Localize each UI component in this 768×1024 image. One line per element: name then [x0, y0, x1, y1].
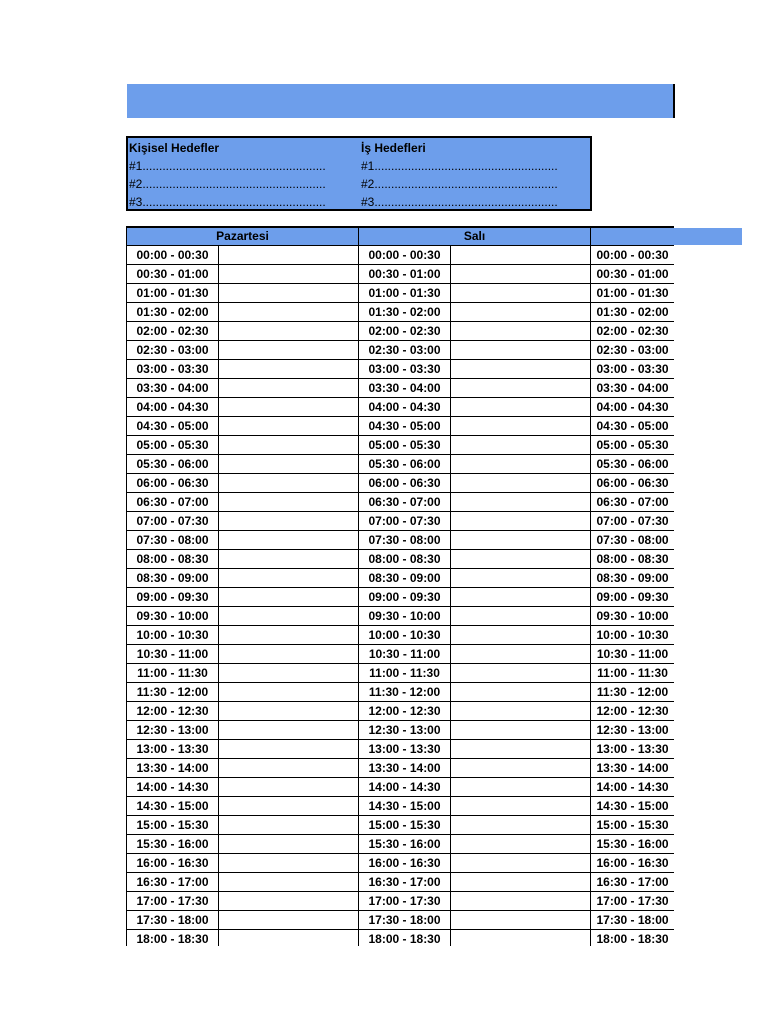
time-slot-row: [127, 246, 675, 265]
time-slot-label: 06:00 - 06:30: [359, 474, 451, 493]
time-slot-row: [127, 664, 675, 683]
time-slot-note-cell[interactable]: [451, 664, 591, 683]
time-slot-row: [127, 683, 675, 702]
time-slot-label: 13:30 - 14:00: [591, 759, 674, 778]
time-slot-note-cell[interactable]: [219, 873, 359, 892]
time-slot-label: 02:30 - 03:00: [591, 341, 674, 360]
time-slot-label: 06:00 - 06:30: [591, 474, 674, 493]
time-slot-row: [127, 436, 675, 455]
time-slot-note-cell[interactable]: [451, 265, 591, 284]
time-slot-label: 11:00 - 11:30: [591, 664, 674, 683]
time-slot-note-cell[interactable]: [451, 778, 591, 797]
time-slot-row: [127, 702, 675, 721]
time-slot-label: 07:30 - 08:00: [127, 531, 219, 550]
time-slot-note-cell[interactable]: [219, 645, 359, 664]
time-slot-label: 17:30 - 18:00: [127, 911, 219, 930]
time-slot-note-cell[interactable]: [219, 683, 359, 702]
work-goal-3[interactable]: #3.......................................................: [361, 195, 558, 209]
time-slot-label: 06:00 - 06:30: [127, 474, 219, 493]
schedule-body: [127, 246, 675, 947]
work-goal-1[interactable]: #1.......................................................: [361, 159, 558, 173]
time-slot-label: 08:30 - 09:00: [127, 569, 219, 588]
time-slot-label: 18:00 - 18:30: [591, 930, 674, 947]
time-slot-label: 12:00 - 12:30: [591, 702, 674, 721]
time-slot-label: 11:00 - 11:30: [127, 664, 219, 683]
time-slot-label: 17:30 - 18:00: [591, 911, 674, 930]
time-slot-note-cell[interactable]: [219, 341, 359, 360]
time-slot-label: 00:30 - 01:00: [127, 265, 219, 284]
time-slot-note-cell[interactable]: [219, 436, 359, 455]
time-slot-label: 15:30 - 16:00: [591, 835, 674, 854]
time-slot-note-cell[interactable]: [451, 246, 591, 265]
time-slot-row: [127, 341, 675, 360]
time-slot-note-cell[interactable]: [451, 531, 591, 550]
time-slot-label: 00:00 - 00:30: [359, 246, 451, 265]
time-slot-label: 07:00 - 07:30: [591, 512, 674, 531]
personal-goals-heading: Kişisel Hedefler: [129, 141, 220, 155]
time-slot-note-cell[interactable]: [219, 702, 359, 721]
time-slot-note-cell[interactable]: [219, 740, 359, 759]
time-slot-label: 02:00 - 02:30: [359, 322, 451, 341]
time-slot-note-cell[interactable]: [451, 455, 591, 474]
time-slot-row: [127, 930, 675, 947]
time-slot-label: 04:00 - 04:30: [591, 398, 674, 417]
time-slot-note-cell[interactable]: [219, 778, 359, 797]
time-slot-label: 02:00 - 02:30: [591, 322, 674, 341]
time-slot-row: [127, 417, 675, 436]
work-goals: [361, 139, 558, 211]
time-slot-note-cell[interactable]: [451, 854, 591, 873]
time-slot-label: 04:00 - 04:30: [127, 398, 219, 417]
time-slot-row: [127, 588, 675, 607]
time-slot-label: 17:00 - 17:30: [591, 892, 674, 911]
time-slot-label: 08:00 - 08:30: [591, 550, 674, 569]
time-slot-label: 05:00 - 05:30: [591, 436, 674, 455]
time-slot-row: [127, 303, 675, 322]
time-slot-label: 14:00 - 14:30: [591, 778, 674, 797]
time-slot-label: 10:30 - 11:00: [591, 645, 674, 664]
time-slot-note-cell[interactable]: [451, 341, 591, 360]
time-slot-note-cell[interactable]: [451, 474, 591, 493]
time-slot-label: 00:30 - 01:00: [591, 265, 674, 284]
time-slot-note-cell[interactable]: [451, 569, 591, 588]
time-slot-label: 09:00 - 09:30: [359, 588, 451, 607]
time-slot-row: [127, 911, 675, 930]
time-slot-row: [127, 740, 675, 759]
time-slot-label: 07:00 - 07:30: [127, 512, 219, 531]
time-slot-label: 09:30 - 10:00: [591, 607, 674, 626]
time-slot-note-cell[interactable]: [451, 588, 591, 607]
time-slot-label: 12:00 - 12:30: [359, 702, 451, 721]
time-slot-row: [127, 455, 675, 474]
time-slot-note-cell[interactable]: [219, 854, 359, 873]
time-slot-row: [127, 892, 675, 911]
time-slot-label: 11:30 - 12:00: [127, 683, 219, 702]
time-slot-label: 09:30 - 10:00: [359, 607, 451, 626]
time-slot-row: [127, 778, 675, 797]
time-slot-label: 01:30 - 02:00: [127, 303, 219, 322]
time-slot-note-cell[interactable]: [451, 702, 591, 721]
time-slot-label: 01:30 - 02:00: [359, 303, 451, 322]
time-slot-label: 06:30 - 07:00: [591, 493, 674, 512]
time-slot-label: 17:00 - 17:30: [359, 892, 451, 911]
time-slot-label: 15:00 - 15:30: [127, 816, 219, 835]
time-slot-note-cell[interactable]: [451, 322, 591, 341]
time-slot-label: 10:00 - 10:30: [359, 626, 451, 645]
time-slot-note-cell[interactable]: [219, 360, 359, 379]
time-slot-label: 09:30 - 10:00: [127, 607, 219, 626]
time-slot-note-cell[interactable]: [219, 455, 359, 474]
personal-goal-2[interactable]: #2.......................................................: [129, 177, 326, 191]
time-slot-label: 03:00 - 03:30: [359, 360, 451, 379]
time-slot-note-cell[interactable]: [451, 398, 591, 417]
time-slot-label: 00:00 - 00:30: [591, 246, 674, 265]
time-slot-note-cell[interactable]: [219, 664, 359, 683]
time-slot-note-cell[interactable]: [219, 265, 359, 284]
time-slot-note-cell[interactable]: [219, 797, 359, 816]
time-slot-note-cell[interactable]: [451, 493, 591, 512]
time-slot-label: 10:30 - 11:00: [127, 645, 219, 664]
time-slot-note-cell[interactable]: [219, 607, 359, 626]
time-slot-note-cell[interactable]: [219, 398, 359, 417]
time-slot-note-cell[interactable]: [219, 911, 359, 930]
time-slot-label: 13:00 - 13:30: [359, 740, 451, 759]
time-slot-label: 12:30 - 13:00: [127, 721, 219, 740]
time-slot-row: [127, 284, 675, 303]
schedule-table: [126, 226, 674, 946]
time-slot-note-cell[interactable]: [219, 246, 359, 265]
time-slot-label: 16:30 - 17:00: [127, 873, 219, 892]
time-slot-label: 01:00 - 01:30: [359, 284, 451, 303]
time-slot-label: 07:30 - 08:00: [591, 531, 674, 550]
schedule-grid: [126, 226, 674, 946]
time-slot-note-cell[interactable]: [451, 607, 591, 626]
time-slot-note-cell[interactable]: [451, 930, 591, 947]
time-slot-note-cell[interactable]: [451, 740, 591, 759]
time-slot-row: [127, 816, 675, 835]
day-header-wednesday: [591, 227, 674, 246]
time-slot-note-cell[interactable]: [219, 835, 359, 854]
time-slot-row: [127, 493, 675, 512]
personal-goal-3[interactable]: #3.......................................................: [129, 195, 326, 209]
time-slot-label: 09:00 - 09:30: [591, 588, 674, 607]
time-slot-row: [127, 474, 675, 493]
time-slot-note-cell[interactable]: [219, 816, 359, 835]
time-slot-label: 05:30 - 06:00: [127, 455, 219, 474]
time-slot-note-cell[interactable]: [219, 417, 359, 436]
time-slot-note-cell[interactable]: [219, 721, 359, 740]
time-slot-label: 14:30 - 15:00: [591, 797, 674, 816]
time-slot-label: 12:30 - 13:00: [591, 721, 674, 740]
time-slot-label: 12:00 - 12:30: [127, 702, 219, 721]
time-slot-label: 03:00 - 03:30: [127, 360, 219, 379]
time-slot-note-cell[interactable]: [219, 284, 359, 303]
time-slot-label: 18:00 - 18:30: [359, 930, 451, 947]
time-slot-row: [127, 550, 675, 569]
time-slot-row: [127, 626, 675, 645]
time-slot-note-cell[interactable]: [219, 474, 359, 493]
time-slot-label: 06:30 - 07:00: [359, 493, 451, 512]
time-slot-note-cell[interactable]: [451, 892, 591, 911]
time-slot-note-cell[interactable]: [451, 303, 591, 322]
time-slot-note-cell[interactable]: [451, 626, 591, 645]
time-slot-label: 08:00 - 08:30: [127, 550, 219, 569]
time-slot-note-cell[interactable]: [451, 379, 591, 398]
time-slot-label: 07:00 - 07:30: [359, 512, 451, 531]
day-header-monday: Pazartesi: [127, 227, 359, 246]
time-slot-label: 15:30 - 16:00: [127, 835, 219, 854]
time-slot-row: [127, 322, 675, 341]
time-slot-label: 13:30 - 14:00: [127, 759, 219, 778]
time-slot-label: 15:30 - 16:00: [359, 835, 451, 854]
time-slot-label: 02:30 - 03:00: [127, 341, 219, 360]
time-slot-label: 16:00 - 16:30: [359, 854, 451, 873]
time-slot-label: 10:00 - 10:30: [127, 626, 219, 645]
time-slot-note-cell[interactable]: [451, 645, 591, 664]
time-slot-label: 05:00 - 05:30: [359, 436, 451, 455]
time-slot-label: 17:30 - 18:00: [359, 911, 451, 930]
time-slot-label: 13:00 - 13:30: [591, 740, 674, 759]
personal-goal-1[interactable]: #1.......................................................: [129, 159, 326, 173]
time-slot-note-cell[interactable]: [219, 322, 359, 341]
time-slot-label: 13:30 - 14:00: [359, 759, 451, 778]
time-slot-row: [127, 607, 675, 626]
time-slot-note-cell[interactable]: [451, 683, 591, 702]
time-slot-row: [127, 569, 675, 588]
time-slot-note-cell[interactable]: [451, 512, 591, 531]
time-slot-label: 05:00 - 05:30: [127, 436, 219, 455]
time-slot-label: 12:30 - 13:00: [359, 721, 451, 740]
time-slot-label: 07:30 - 08:00: [359, 531, 451, 550]
time-slot-label: 03:30 - 04:00: [359, 379, 451, 398]
time-slot-row: [127, 797, 675, 816]
time-slot-note-cell[interactable]: [451, 816, 591, 835]
time-slot-label: 08:30 - 09:00: [591, 569, 674, 588]
work-goal-2[interactable]: #2.......................................................: [361, 177, 558, 191]
time-slot-label: 01:30 - 02:00: [591, 303, 674, 322]
time-slot-label: 01:00 - 01:30: [127, 284, 219, 303]
time-slot-label: 16:00 - 16:30: [591, 854, 674, 873]
time-slot-label: 04:30 - 05:00: [359, 417, 451, 436]
time-slot-label: 03:30 - 04:00: [591, 379, 674, 398]
time-slot-label: 03:00 - 03:30: [591, 360, 674, 379]
time-slot-note-cell[interactable]: [219, 550, 359, 569]
time-slot-row: [127, 531, 675, 550]
time-slot-note-cell[interactable]: [219, 493, 359, 512]
day-header-tuesday: Salı: [359, 227, 591, 246]
time-slot-label: 16:00 - 16:30: [127, 854, 219, 873]
time-slot-row: [127, 379, 675, 398]
time-slot-note-cell[interactable]: [451, 284, 591, 303]
time-slot-label: 18:00 - 18:30: [127, 930, 219, 947]
time-slot-label: 09:00 - 09:30: [127, 588, 219, 607]
time-slot-label: 03:30 - 04:00: [127, 379, 219, 398]
time-slot-label: 17:00 - 17:30: [127, 892, 219, 911]
time-slot-label: 11:30 - 12:00: [591, 683, 674, 702]
time-slot-note-cell[interactable]: [451, 721, 591, 740]
time-slot-row: [127, 265, 675, 284]
time-slot-note-cell[interactable]: [451, 797, 591, 816]
time-slot-row: [127, 854, 675, 873]
time-slot-note-cell[interactable]: [219, 569, 359, 588]
time-slot-label: 14:00 - 14:30: [127, 778, 219, 797]
time-slot-label: 11:30 - 12:00: [359, 683, 451, 702]
time-slot-row: [127, 873, 675, 892]
time-slot-note-cell[interactable]: [219, 626, 359, 645]
time-slot-label: 04:00 - 04:30: [359, 398, 451, 417]
time-slot-label: 05:30 - 06:00: [591, 455, 674, 474]
time-slot-row: [127, 721, 675, 740]
time-slot-note-cell[interactable]: [219, 379, 359, 398]
time-slot-label: 14:30 - 15:00: [127, 797, 219, 816]
time-slot-note-cell[interactable]: [451, 911, 591, 930]
time-slot-row: [127, 645, 675, 664]
time-slot-label: 04:30 - 05:00: [127, 417, 219, 436]
time-slot-label: 02:00 - 02:30: [127, 322, 219, 341]
time-slot-label: 00:30 - 01:00: [359, 265, 451, 284]
time-slot-note-cell[interactable]: [219, 588, 359, 607]
day-header-row: [127, 227, 675, 246]
time-slot-note-cell[interactable]: [451, 417, 591, 436]
time-slot-label: 02:30 - 03:00: [359, 341, 451, 360]
goals-box: [126, 136, 592, 211]
time-slot-label: 15:00 - 15:30: [591, 816, 674, 835]
time-slot-note-cell[interactable]: [451, 436, 591, 455]
time-slot-row: [127, 759, 675, 778]
personal-goals: [129, 139, 326, 211]
time-slot-label: 08:30 - 09:00: [359, 569, 451, 588]
time-slot-note-cell[interactable]: [219, 759, 359, 778]
work-goals-heading: İş Hedefleri: [361, 141, 426, 155]
time-slot-note-cell[interactable]: [451, 759, 591, 778]
time-slot-label: 05:30 - 06:00: [359, 455, 451, 474]
time-slot-label: 14:00 - 14:30: [359, 778, 451, 797]
time-slot-note-cell[interactable]: [219, 303, 359, 322]
overflow-header-fill: [674, 228, 742, 245]
time-slot-row: [127, 398, 675, 417]
time-slot-label: 10:30 - 11:00: [359, 645, 451, 664]
time-slot-row: [127, 835, 675, 854]
time-slot-note-cell[interactable]: [451, 835, 591, 854]
time-slot-label: 01:00 - 01:30: [591, 284, 674, 303]
time-slot-label: 16:30 - 17:00: [359, 873, 451, 892]
time-slot-note-cell[interactable]: [219, 531, 359, 550]
time-slot-label: 06:30 - 07:00: [127, 493, 219, 512]
time-slot-note-cell[interactable]: [451, 873, 591, 892]
time-slot-note-cell[interactable]: [451, 360, 591, 379]
planner-title-bar: [127, 84, 675, 118]
time-slot-label: 08:00 - 08:30: [359, 550, 451, 569]
time-slot-label: 11:00 - 11:30: [359, 664, 451, 683]
time-slot-label: 13:00 - 13:30: [127, 740, 219, 759]
time-slot-row: [127, 512, 675, 531]
time-slot-label: 04:30 - 05:00: [591, 417, 674, 436]
time-slot-note-cell[interactable]: [451, 550, 591, 569]
time-slot-note-cell[interactable]: [219, 512, 359, 531]
time-slot-label: 00:00 - 00:30: [127, 246, 219, 265]
time-slot-label: 14:30 - 15:00: [359, 797, 451, 816]
time-slot-label: 10:00 - 10:30: [591, 626, 674, 645]
time-slot-row: [127, 360, 675, 379]
time-slot-note-cell[interactable]: [219, 930, 359, 947]
time-slot-note-cell[interactable]: [219, 892, 359, 911]
time-slot-label: 16:30 - 17:00: [591, 873, 674, 892]
time-slot-label: 15:00 - 15:30: [359, 816, 451, 835]
